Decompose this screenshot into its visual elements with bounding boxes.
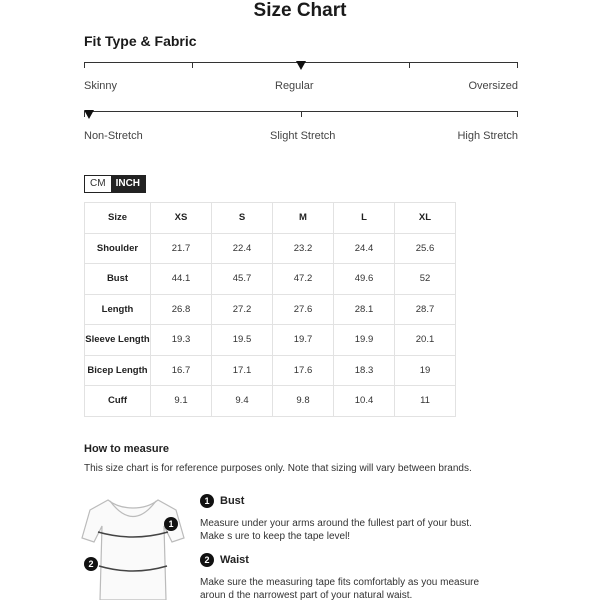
fit-label-regular: Regular [275,80,314,92]
table-cell: 26.8 [151,294,212,325]
row-label: Sleeve Length [85,325,151,356]
shirt-diagram-icon [78,492,188,600]
table-row [85,325,456,356]
step-number-badge: 1 [200,494,214,508]
table-cell: 9.8 [273,386,334,417]
table-cell: 45.7 [212,264,273,295]
table-cell: 19.3 [151,325,212,356]
table-cell: 27.6 [273,294,334,325]
table-header-cell: M [273,203,334,234]
unit-toggle [84,175,146,193]
step-text: Measure under your arms around the fullest part of your bust. Make s ure to keep the tape level! [200,518,472,542]
table-cell: 23.2 [273,233,334,264]
how-to-measure-description: This size chart is for reference purposes only. Note that sizing will vary between brands. [84,463,472,474]
row-label: Length [85,294,151,325]
table-row [85,386,456,417]
table-header-cell: XL [395,203,456,234]
measure-step-waist [200,551,500,600]
table-row [85,355,456,386]
unit-cm-button[interactable]: CM [85,176,111,192]
table-cell: 20.1 [395,325,456,356]
table-header-cell: S [212,203,273,234]
table-header-cell: Size [85,203,151,234]
table-cell: 9.1 [151,386,212,417]
fit-label-skinny: Skinny [84,80,118,92]
table-cell: 19.7 [273,325,334,356]
table-cell: 28.7 [395,294,456,325]
page-title: Size Chart [253,0,347,21]
table-row [85,233,456,264]
row-label: Bust [85,264,151,295]
step-text: Make sure the measuring tape fits comfortably as you measure aroun d the narrowest part of your natural waist. [200,577,480,600]
table-row [85,264,456,295]
table-cell: 22.4 [212,233,273,264]
step-number-badge: 2 [200,553,214,567]
step-name: Bust [220,494,245,507]
step-name: Waist [220,553,249,566]
table-cell: 52 [395,264,456,295]
table-header-cell: XS [151,203,212,234]
table-cell: 19 [395,355,456,386]
table-cell: 17.6 [273,355,334,386]
unit-inch-button[interactable]: INCH [111,176,145,192]
fabric-labels [84,130,518,144]
table-header-row [85,203,456,234]
fabric-label-high-stretch: High Stretch [457,130,518,142]
row-label: Bicep Length [85,355,151,386]
table-header-cell: L [334,203,395,234]
how-to-measure-title: How to measure [84,443,169,455]
table-cell: 47.2 [273,264,334,295]
fabric-pointer-icon [84,110,94,119]
table-cell: 25.6 [395,233,456,264]
table-cell: 18.3 [334,355,395,386]
table-cell: 11 [395,386,456,417]
table-cell: 44.1 [151,264,212,295]
table-cell: 24.4 [334,233,395,264]
table-cell: 9.4 [212,386,273,417]
row-label: Cuff [85,386,151,417]
table-cell: 28.1 [334,294,395,325]
fit-pointer-icon [296,61,306,70]
table-row [85,294,456,325]
svg-text:2: 2 [88,559,94,569]
fabric-label-non-stretch: Non-Stretch [84,130,143,142]
measure-step-bust [200,492,500,543]
fit-type-labels [84,80,518,94]
table-cell: 27.2 [212,294,273,325]
table-cell: 21.7 [151,233,212,264]
size-table [84,202,456,417]
table-cell: 19.5 [212,325,273,356]
table-cell: 10.4 [334,386,395,417]
fit-label-oversized: Oversized [468,80,518,92]
table-cell: 17.1 [212,355,273,386]
table-cell: 19.9 [334,325,395,356]
table-cell: 49.6 [334,264,395,295]
row-label: Shoulder [85,233,151,264]
table-cell: 16.7 [151,355,212,386]
fit-type-scale [84,62,518,70]
fabric-scale [84,111,518,119]
fit-section-title: Fit Type & Fabric [84,33,197,49]
svg-text:1: 1 [168,519,174,529]
fabric-label-slight-stretch: Slight Stretch [270,130,336,142]
